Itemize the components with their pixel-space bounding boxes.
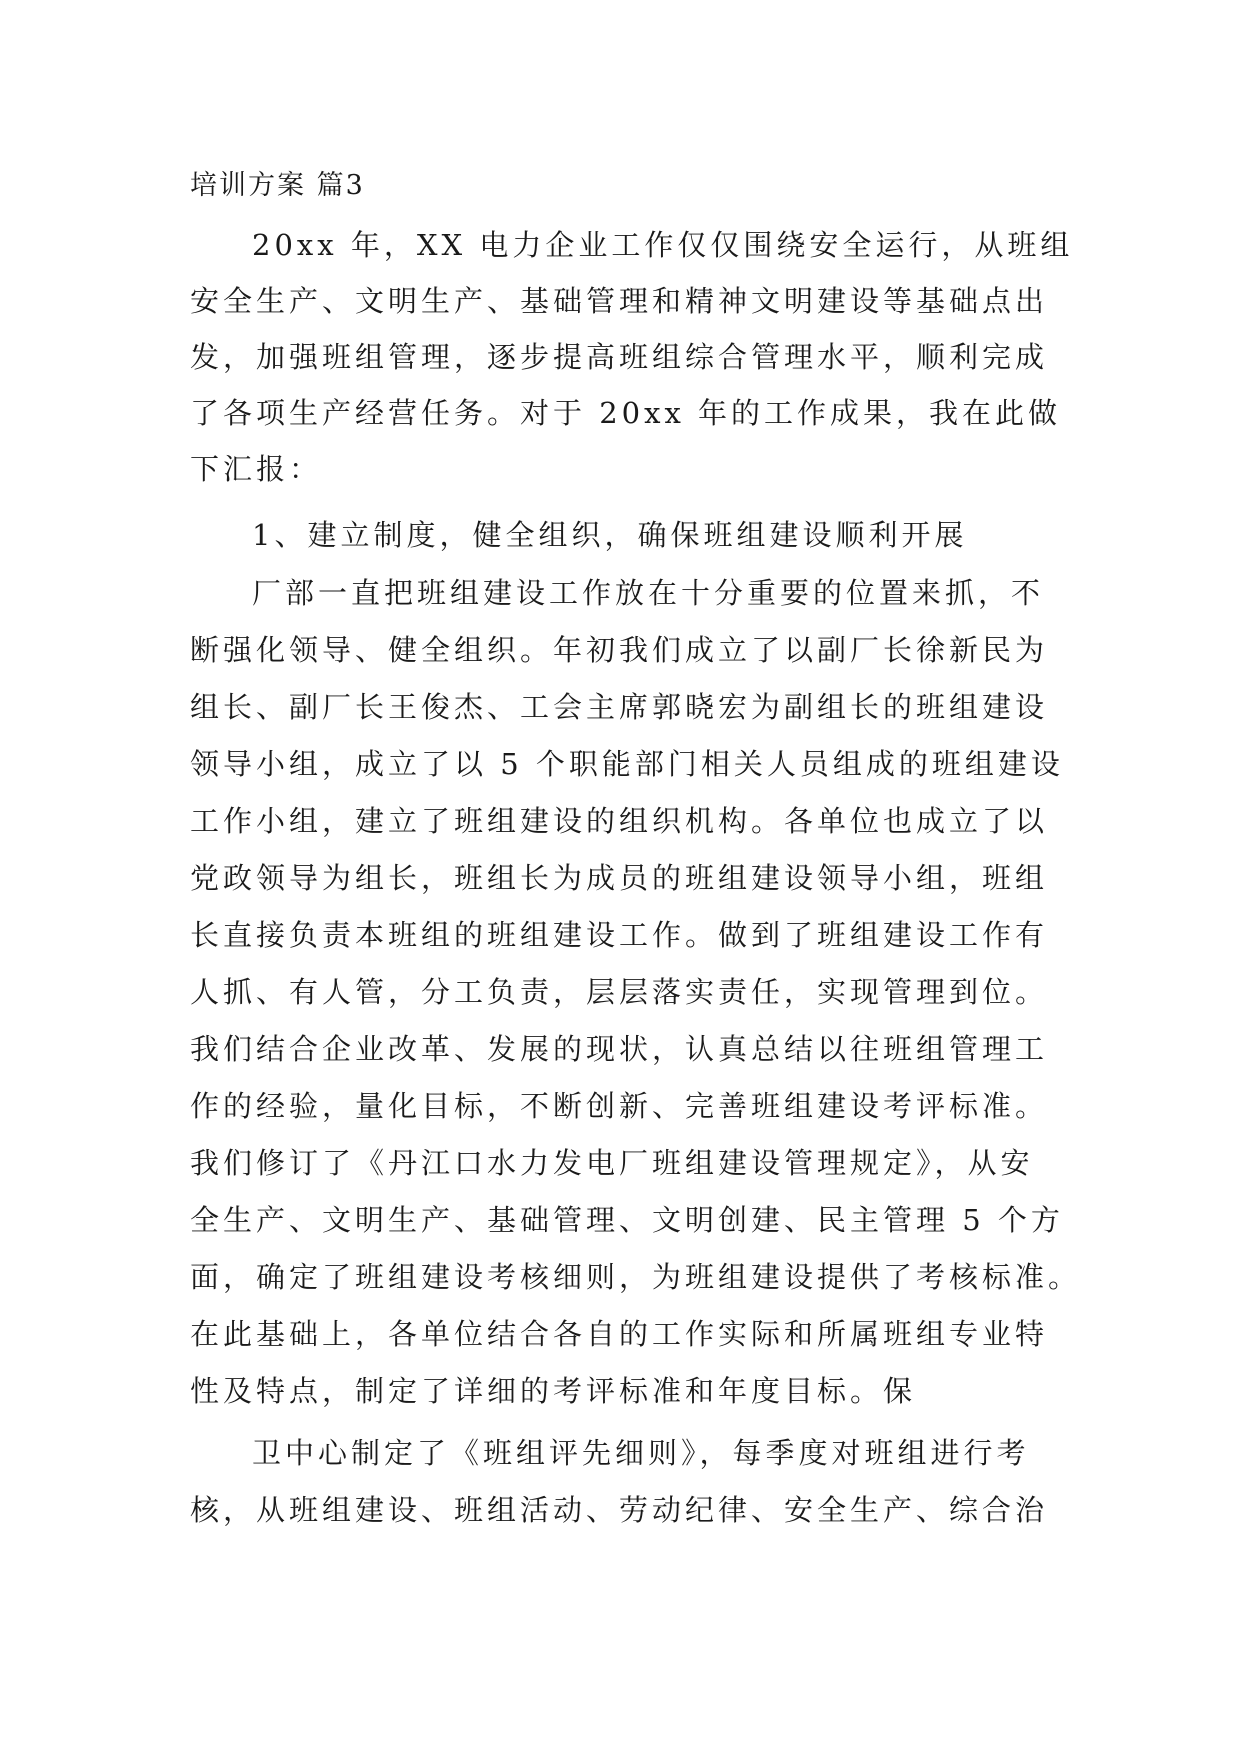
paragraph-line: 卫中心制定了《班组评先细则》，每季度对班组进行考 (252, 1436, 1030, 1470)
paragraph-line: 长直接负责本班组的班组建设工作。做到了班组建设工作有 (190, 918, 1049, 952)
paragraph-line: 我们结合企业改革、发展的现状，认真总结以往班组管理工 (190, 1032, 1049, 1066)
paragraph-line: 领导小组，成立了以 5 个职能部门相关人员组成的班组建设 (190, 747, 1064, 781)
paragraph-line: 断强化领导、健全组织。年初我们成立了以副厂长徐新民为 (190, 633, 1049, 667)
paragraph-line: 发，加强班组管理，逐步提高班组综合管理水平，顺利完成 (190, 340, 1049, 374)
section-heading: 1、建立制度，健全组织，确保班组建设顺利开展 (252, 518, 968, 552)
paragraph-line: 核，从班组建设、班组活动、劳动纪律、安全生产、综合治 (190, 1493, 1049, 1527)
paragraph-line: 作的经验，量化目标，不断创新、完善班组建设考评标准。 (190, 1089, 1049, 1123)
paragraph-line: 性及特点，制定了详细的考评标准和年度目标。保 (190, 1374, 917, 1408)
document-title: 培训方案 篇3 (190, 170, 365, 201)
paragraph-line: 了各项生产经营任务。对于 20xx 年的工作成果，我在此做 (190, 396, 1062, 430)
paragraph-line: 工作小组，建立了班组建设的组织机构。各单位也成立了以 (190, 804, 1049, 838)
paragraph-line: 组长、副厂长王俊杰、工会主席郭晓宏为副组长的班组建设 (190, 690, 1049, 724)
paragraph-line: 下汇报： (190, 452, 323, 486)
paragraph-line: 全生产、文明生产、基础管理、文明创建、民主管理 5 个方 (190, 1203, 1064, 1237)
paragraph-line: 厂部一直把班组建设工作放在十分重要的位置来抓，不 (252, 576, 1045, 610)
paragraph-line: 我们修订了《丹江口水力发电厂班组建设管理规定》，从安 (190, 1146, 1034, 1180)
paragraph-line: 在此基础上，各单位结合各自的工作实际和所属班组专业特 (190, 1317, 1049, 1351)
paragraph-line: 党政领导为组长，班组长为成员的班组建设领导小组，班组 (190, 861, 1049, 895)
paragraph-line: 人抓、有人管，分工负责，层层落实责任，实现管理到位。 (190, 975, 1049, 1009)
paragraph-line: 20xx 年，XX 电力企业工作仅仅围绕安全运行，从班组 (252, 228, 1074, 262)
paragraph-line: 安全生产、文明生产、基础管理和精神文明建设等基础点出 (190, 284, 1049, 318)
paragraph-line: 面，确定了班组建设考核细则，为班组建设提供了考核标准。 (190, 1260, 1082, 1294)
